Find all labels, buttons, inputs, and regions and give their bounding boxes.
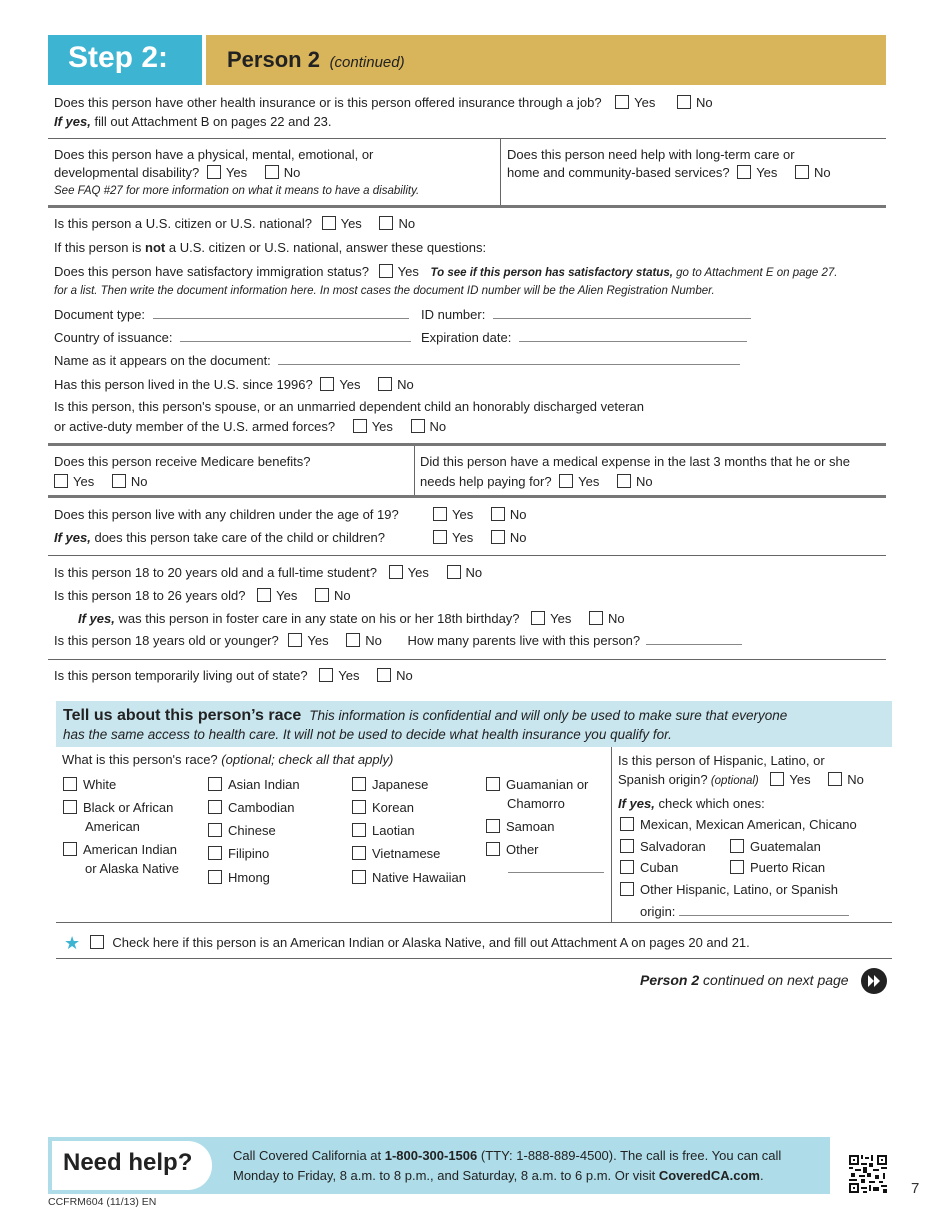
race-korean-checkbox[interactable] bbox=[352, 800, 366, 814]
race-black: Black or African bbox=[63, 798, 173, 817]
other-insurance-note: If yes, fill out Attachment B on pages 22 and 23. bbox=[54, 114, 332, 129]
immigration-yes-checkbox[interactable] bbox=[379, 264, 393, 278]
document-type-field: Document type: bbox=[54, 307, 409, 322]
next-page-arrow-icon[interactable] bbox=[861, 968, 887, 994]
step-badge bbox=[48, 35, 202, 85]
star-icon: ★ bbox=[64, 933, 81, 953]
race-header-band: Tell us about this person’s race This information is confidential and will only be used to make sure that everyone has the same access to health care. It will not be used to decide what health insurance you qualify for. bbox=[56, 701, 892, 747]
veteran-question-line1: Is this person, this person's spouse, or an unmarried dependent child an honorably discharged veteran bbox=[54, 399, 645, 414]
veteran-yes-checkbox[interactable] bbox=[353, 419, 367, 433]
race-native-hawaiian-checkbox[interactable] bbox=[352, 870, 366, 884]
disability-no-checkbox[interactable] bbox=[265, 165, 279, 179]
children-yes-checkbox[interactable] bbox=[433, 507, 447, 521]
hispanic-cuban: Cuban bbox=[620, 858, 678, 877]
citizen-question: Is this person a U.S. citizen or U.S. national? Yes No bbox=[54, 216, 416, 231]
race-question: What is this person's race? (optional; check all that apply) bbox=[62, 752, 394, 767]
other-insurance-question: Does this person have other health insurance or is this person offered insurance through a job? Yes No bbox=[54, 95, 713, 110]
race-korean: Korean bbox=[352, 798, 414, 817]
medical-expense-no-checkbox[interactable] bbox=[617, 474, 631, 488]
medicare-no-checkbox[interactable] bbox=[112, 474, 126, 488]
hispanic-guatemalan-checkbox[interactable] bbox=[730, 839, 744, 853]
medicare-question: Does this person receive Medicare benefits? Yes No bbox=[54, 454, 311, 489]
veteran-no-checkbox[interactable] bbox=[411, 419, 425, 433]
expiration-field: Expiration date: bbox=[421, 330, 747, 345]
foster-no-checkbox[interactable] bbox=[589, 611, 603, 625]
age-18-younger-no-checkbox[interactable] bbox=[346, 633, 360, 647]
out-of-state-no-checkbox[interactable] bbox=[377, 668, 391, 682]
race-cambodian-checkbox[interactable] bbox=[208, 800, 222, 814]
race-chinese-checkbox[interactable] bbox=[208, 823, 222, 837]
citizen-no-checkbox[interactable] bbox=[379, 216, 393, 230]
since-1996-no-checkbox[interactable] bbox=[378, 377, 392, 391]
veteran-question: or active-duty member of the U.S. armed forces? Yes No bbox=[54, 419, 447, 434]
race-title: Tell us about this person’s race bbox=[63, 707, 302, 724]
race-other-input[interactable] bbox=[508, 862, 604, 873]
medicare-yes-checkbox[interactable] bbox=[54, 474, 68, 488]
if-not-citizen-text: If this person is not a U.S. citizen or U.S. national, answer these questions: bbox=[54, 240, 487, 255]
longterm-care-question: Does this person need help with long-term care or home and community-based services? Yes No bbox=[507, 147, 831, 180]
race-chinese: Chinese bbox=[208, 821, 276, 840]
race-asian-indian-checkbox[interactable] bbox=[208, 777, 222, 791]
hispanic-no-checkbox[interactable] bbox=[828, 772, 842, 786]
race-hmong: Hmong bbox=[208, 868, 270, 887]
race-vietnamese-checkbox[interactable] bbox=[352, 846, 366, 860]
race-guamanian-checkbox[interactable] bbox=[486, 777, 500, 791]
hispanic-guatemalan: Guatemalan bbox=[730, 837, 821, 856]
race-cambodian: Cambodian bbox=[208, 798, 295, 817]
out-of-state-question: Is this person temporarily living out of state? Yes No bbox=[54, 668, 413, 683]
race-samoan: Samoan bbox=[486, 817, 554, 836]
since-1996-yes-checkbox[interactable] bbox=[320, 377, 334, 391]
need-help-title: Need help? bbox=[63, 1149, 193, 1176]
native-check-row: ★ Check here if this person is an American Indian or Alaska Native, and fill out Attachment A on pages 20 and 21. bbox=[64, 933, 750, 953]
race-native-hawaiian: Native Hawaiian bbox=[352, 868, 466, 887]
student-yes-checkbox[interactable] bbox=[389, 565, 403, 579]
race-guamanian-line2: Chamorro bbox=[507, 796, 565, 811]
race-guamanian: Guamanian or bbox=[486, 775, 588, 794]
hispanic-salvadoran-checkbox[interactable] bbox=[620, 839, 634, 853]
foster-care-question: If yes, was this person in foster care in any state on his or her 18th birthday? Yes No bbox=[78, 611, 625, 626]
name-on-document-input[interactable] bbox=[278, 354, 740, 365]
care-question: If yes, does this person take care of the child or children? bbox=[54, 530, 385, 545]
name-on-document-field: Name as it appears on the document: bbox=[54, 353, 740, 368]
race-other-checkbox[interactable] bbox=[486, 842, 500, 856]
care-yes-checkbox[interactable] bbox=[433, 530, 447, 544]
document-type-input[interactable] bbox=[153, 308, 409, 319]
age-18-26-no-checkbox[interactable] bbox=[315, 588, 329, 602]
immigration-question: Does this person have satisfactory immigration status? Yes To see if this person has satisfactory status, go to Attachment E on page 27. bbox=[54, 264, 838, 279]
immigration-note: for a list. Then write the document information here. In most cases the document ID number will be the Alien Registration Number. bbox=[54, 285, 715, 297]
children-question: Does this person live with any children under the age of 19? bbox=[54, 507, 399, 522]
race-laotian: Laotian bbox=[352, 821, 415, 840]
race-white-checkbox[interactable] bbox=[63, 777, 77, 791]
need-help-text: Call Covered California at 1-800-300-1506 (TTY: 1-888-889-4500). The call is free. You can call Monday to Friday, 8 a.m. to 8 p.m., and Saturday, 8 a.m. to 6 p.m. Or visit CoveredCA.com. bbox=[233, 1148, 782, 1183]
help-phone-link[interactable]: 1-800-300-1506 bbox=[384, 1148, 478, 1163]
age-18-26-yes-checkbox[interactable] bbox=[257, 588, 271, 602]
country-field: Country of issuance: bbox=[54, 330, 411, 345]
race-asian-indian: Asian Indian bbox=[208, 775, 300, 794]
race-laotian-checkbox[interactable] bbox=[352, 823, 366, 837]
race-american-indian: American Indian bbox=[63, 840, 177, 859]
race-black-line2: American bbox=[85, 819, 140, 834]
hispanic-other-input[interactable] bbox=[679, 905, 849, 916]
care-answers: Yes No bbox=[433, 530, 526, 545]
page-number: 7 bbox=[911, 1180, 920, 1197]
qr-code-icon bbox=[849, 1155, 887, 1193]
hispanic-other: Other Hispanic, Latino, or Spanish bbox=[620, 880, 838, 899]
native-checkbox[interactable] bbox=[90, 935, 104, 949]
race-other: Other bbox=[486, 840, 539, 859]
race-hmong-checkbox[interactable] bbox=[208, 870, 222, 884]
race-japanese-checkbox[interactable] bbox=[352, 777, 366, 791]
continued-next-page: Person 2 continued on next page bbox=[640, 972, 849, 988]
student-no-checkbox[interactable] bbox=[447, 565, 461, 579]
race-american-indian-checkbox[interactable] bbox=[63, 842, 77, 856]
parents-count-input[interactable] bbox=[646, 634, 742, 645]
disability-question: Does this person have a physical, mental, emotional, or developmental disability? Yes No See FAQ #27 for more information on what it means to have a disability. bbox=[54, 147, 420, 197]
care-no-checkbox[interactable] bbox=[491, 530, 505, 544]
hispanic-yes-checkbox[interactable] bbox=[770, 772, 784, 786]
longterm-no-checkbox[interactable] bbox=[795, 165, 809, 179]
foster-yes-checkbox[interactable] bbox=[531, 611, 545, 625]
race-white: White bbox=[63, 775, 116, 794]
hispanic-question: Is this person of Hispanic, Latino, or Spanish origin? (optional) Yes No If yes, check which ones: bbox=[618, 753, 864, 811]
citizen-yes-checkbox[interactable] bbox=[322, 216, 336, 230]
form-code: CCFRM604 (11/13) EN bbox=[48, 1196, 157, 1208]
children-answers: Yes No bbox=[433, 507, 526, 522]
id-number-field: ID number: bbox=[421, 307, 751, 322]
race-japanese: Japanese bbox=[352, 775, 428, 794]
hispanic-puerto-rican-checkbox[interactable] bbox=[730, 860, 744, 874]
other-insurance-no-checkbox[interactable] bbox=[677, 95, 691, 109]
hispanic-cuban-checkbox[interactable] bbox=[620, 860, 634, 874]
age-18-younger-yes-checkbox[interactable] bbox=[288, 633, 302, 647]
since-1996-question: Has this person lived in the U.S. since 1996? Yes No bbox=[54, 377, 414, 392]
medical-expense-question: Did this person have a medical expense in the last 3 months that he or she needs help paying for? Yes No bbox=[420, 454, 850, 489]
longterm-yes-checkbox[interactable] bbox=[737, 165, 751, 179]
other-insurance-yes-checkbox[interactable] bbox=[615, 95, 629, 109]
age-18-younger-question: Is this person 18 years old or younger? Yes No How many parents live with this person? bbox=[54, 633, 742, 648]
hispanic-mexican: Mexican, Mexican American, Chicano bbox=[620, 815, 857, 834]
race-black-checkbox[interactable] bbox=[63, 800, 77, 814]
race-vietnamese: Vietnamese bbox=[352, 844, 440, 863]
help-website-link[interactable]: CoveredCA.com bbox=[658, 1168, 760, 1183]
children-no-checkbox[interactable] bbox=[491, 507, 505, 521]
id-number-input[interactable] bbox=[493, 308, 751, 319]
person-header bbox=[206, 35, 886, 85]
out-of-state-yes-checkbox[interactable] bbox=[319, 668, 333, 682]
continued-label: (continued) bbox=[329, 54, 405, 71]
hispanic-other-origin: origin: bbox=[640, 902, 849, 921]
country-input[interactable] bbox=[180, 331, 411, 342]
race-american-indian-line2: or Alaska Native bbox=[85, 861, 179, 876]
person-title: Person 2 bbox=[227, 47, 320, 72]
hispanic-salvadoran: Salvadoran bbox=[620, 837, 706, 856]
hispanic-puerto-rican: Puerto Rican bbox=[730, 858, 825, 877]
student-question: Is this person 18 to 20 years old and a full-time student? Yes No bbox=[54, 565, 483, 580]
hispanic-mexican-checkbox[interactable] bbox=[620, 817, 634, 831]
step-label: Step 2: bbox=[68, 41, 169, 74]
disability-yes-checkbox[interactable] bbox=[207, 165, 221, 179]
hispanic-other-checkbox[interactable] bbox=[620, 882, 634, 896]
race-samoan-checkbox[interactable] bbox=[486, 819, 500, 833]
expiration-input[interactable] bbox=[519, 331, 747, 342]
race-filipino-checkbox[interactable] bbox=[208, 846, 222, 860]
age-18-26-question: Is this person 18 to 26 years old? Yes No bbox=[54, 588, 351, 603]
race-filipino: Filipino bbox=[208, 844, 269, 863]
medical-expense-yes-checkbox[interactable] bbox=[559, 474, 573, 488]
